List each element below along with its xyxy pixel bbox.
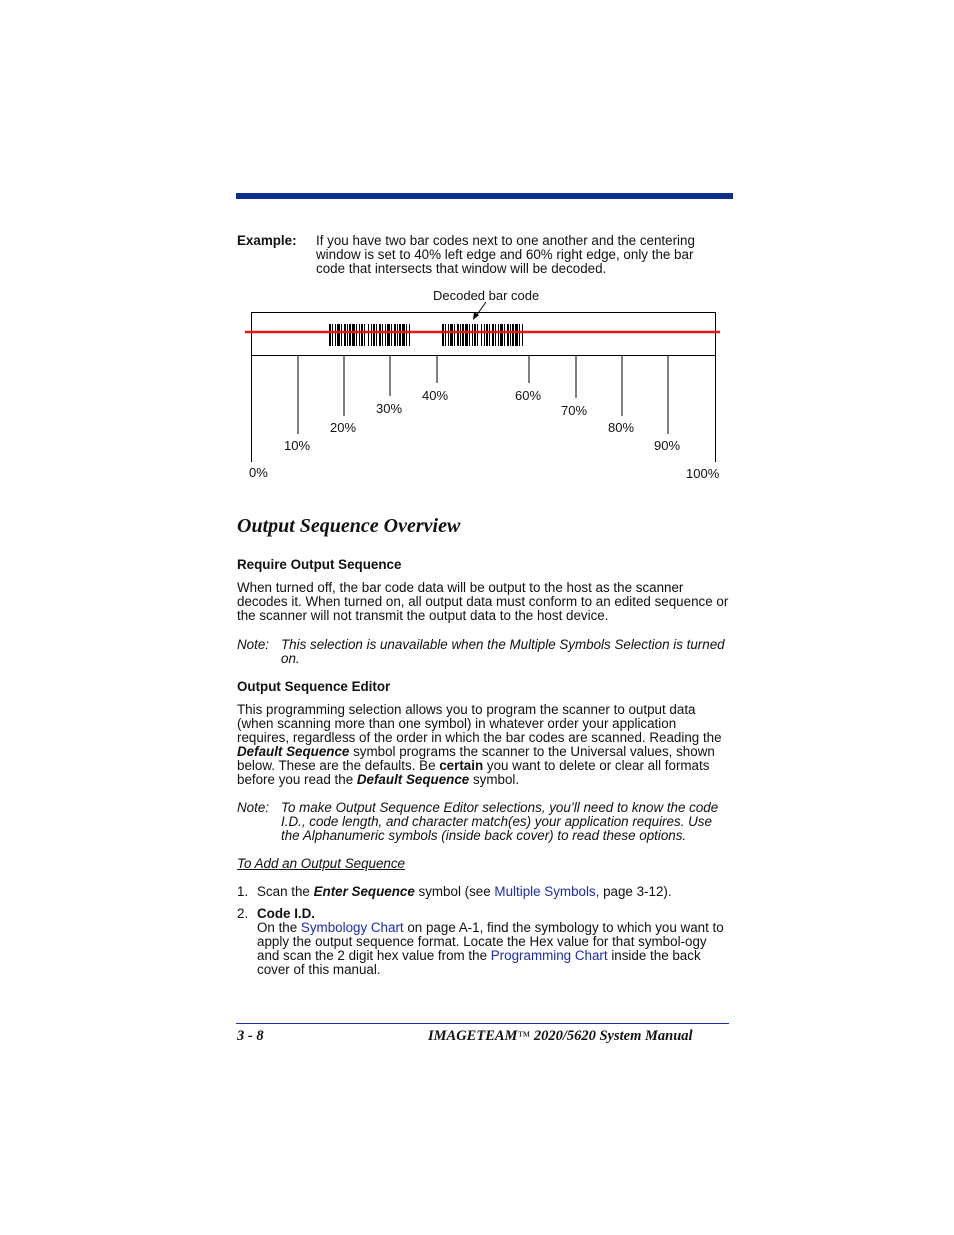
- barcode-bar: [406, 324, 407, 346]
- output-sequence-editor-heading: Output Sequence Editor: [237, 679, 391, 694]
- barcode-bar: [344, 324, 346, 346]
- barcode-bar: [442, 324, 444, 346]
- step-2-title: Code I.D.: [257, 906, 316, 921]
- barcode-bar: [469, 324, 470, 346]
- barcode-bar: [498, 324, 499, 346]
- pct-label-70: 70%: [561, 403, 588, 418]
- multiple-symbols-link[interactable]: Multiple Symbols,: [494, 884, 600, 899]
- barcode-bar: [519, 324, 520, 346]
- barcode-bar: [510, 324, 511, 346]
- step-2-part-a: On the: [257, 920, 301, 935]
- decoded-bar-code-caption: Decoded bar code: [433, 288, 540, 303]
- editor-body-part-4: symbol.: [469, 772, 520, 787]
- step-1-text: [257, 885, 729, 899]
- barcode-bar: [349, 324, 351, 346]
- barcode-bar: [474, 324, 476, 346]
- barcode-left: [329, 324, 410, 346]
- barcode-bar: [385, 324, 386, 346]
- barcode-bar: [462, 324, 464, 346]
- barcode-bar: [399, 324, 401, 346]
- decoded-arrow: [476, 302, 486, 316]
- barcode-bar: [361, 324, 363, 346]
- barcode-bar: [329, 324, 331, 346]
- step-1-part-a: Scan the: [257, 884, 314, 899]
- step-2-part-b: on page A-1, find the symbology to which you want to apply the output sequence format. Locate the Hex value for that symbol-ogy and scan the 2 digit hex value from the: [257, 920, 724, 963]
- barcode-bar: [382, 324, 383, 346]
- scan-window-box: [252, 313, 716, 356]
- barcode-bar: [500, 324, 503, 346]
- barcode-bar: [359, 324, 360, 346]
- barcode-bar: [409, 324, 410, 346]
- default-sequence-text: Default Sequence: [237, 744, 350, 759]
- barcode-bar: [472, 324, 473, 346]
- barcode-bar: [332, 324, 333, 346]
- pct-label-20: 20%: [330, 420, 357, 435]
- step-2-number: 2.: [237, 906, 249, 921]
- barcode-bar: [504, 324, 505, 346]
- pct-label-90: 90%: [654, 438, 681, 453]
- barcode-bar: [492, 324, 494, 346]
- barcode-bar: [335, 324, 336, 346]
- barcode-bar: [368, 324, 369, 346]
- note-label-2: Note:: [237, 800, 270, 815]
- trademark-symbol: ™: [517, 1028, 531, 1043]
- barcode-bar: [512, 324, 514, 346]
- output-sequence-editor-body: [237, 703, 729, 787]
- barcode-bar: [522, 324, 523, 346]
- note-text-2: To make Output Sequence Editor selections, you’ll need to know the code I.D., code length, and character match(es) your application requires. Use the Alphanumeric symbols (inside back cover) to read these options.: [281, 800, 719, 843]
- barcode-bar: [477, 324, 478, 346]
- programming-chart-link[interactable]: Programming Chart: [490, 948, 608, 963]
- pct-label-30: 30%: [376, 401, 403, 416]
- enter-sequence-text: Enter Sequence: [313, 884, 415, 899]
- barcode-bar: [486, 324, 488, 346]
- footer-rule: [236, 1023, 729, 1024]
- step-1-part-b: symbol (see: [414, 884, 495, 899]
- barcode-bar: [465, 324, 468, 346]
- pct-label-80: 80%: [608, 420, 635, 435]
- barcode-bar: [379, 324, 381, 346]
- barcode-bar: [356, 324, 357, 346]
- barcode-bar: [489, 324, 490, 346]
- barcode-bar: [450, 324, 453, 346]
- barcode-bar: [402, 324, 405, 346]
- header-bar: [236, 193, 733, 199]
- section-title: Output Sequence Overview: [237, 515, 461, 537]
- barcode-bar: [376, 324, 377, 346]
- manual-title: [428, 1028, 693, 1045]
- note-label-1: Note:: [237, 637, 270, 652]
- barcode-bar: [495, 324, 496, 346]
- barcode-bar: [484, 324, 485, 346]
- certain-text: certain: [439, 758, 484, 773]
- require-output-sequence-body: When turned off, the bar code data will be output to the host as the scanner decodes it. When turned on, all output data must conform to an edited sequence or the scanner will not transmit the output data to the host device.: [237, 580, 729, 623]
- barcode-bar: [337, 324, 340, 346]
- barcode-bar: [507, 324, 509, 346]
- symbology-chart-link[interactable]: Symbology Chart: [300, 920, 404, 935]
- barcode-bar: [364, 324, 365, 346]
- barcode-decoded: [442, 324, 523, 346]
- barcode-bar: [515, 324, 518, 346]
- pct-label-100: 100%: [686, 466, 720, 481]
- pct-label-40: 40%: [422, 388, 449, 403]
- barcode-bar: [347, 324, 348, 346]
- pct-label-0: 0%: [249, 465, 268, 480]
- editor-body-part-1: This programming selection allows you to program the scanner to output data (when scanning more than one symbol) in whatever order your application requires, regardless of the order in which the bar codes are scanned. Reading the: [237, 702, 722, 745]
- barcode-bar: [373, 324, 375, 346]
- require-output-sequence-heading: Require Output Sequence: [237, 557, 402, 572]
- barcode-bar: [445, 324, 446, 346]
- default-sequence-text-2: Default Sequence: [356, 772, 470, 787]
- step-2-text: [257, 921, 729, 977]
- note-text-1: This selection is unavailable when the Multiple Symbols Selection is turned on.: [281, 637, 725, 666]
- pct-label-60: 60%: [515, 388, 542, 403]
- barcode-bar: [394, 324, 396, 346]
- manual-title-a: IMAGETEAM: [428, 1028, 518, 1044]
- example-text: If you have two bar codes next to one another and the centering window is set to 40% left edge and 60% right edge, only the bar code that intersects that window will be decoded.: [316, 233, 695, 276]
- diagram-graphic: [236, 282, 736, 492]
- editor-body-part-3: you want to delete or clear all formats before you read the: [237, 758, 710, 787]
- centering-window-diagram: [236, 282, 736, 492]
- barcode-bar: [391, 324, 392, 346]
- barcode-bar: [352, 324, 355, 346]
- barcode-bar: [460, 324, 461, 346]
- example-label: Example:: [237, 233, 297, 248]
- barcode-bar: [397, 324, 398, 346]
- barcode-bar: [454, 324, 455, 346]
- barcode-bar: [481, 324, 482, 346]
- pct-label-10: 10%: [284, 438, 311, 453]
- step-1-number: 1.: [237, 884, 249, 899]
- barcode-bar: [341, 324, 342, 346]
- to-add-output-sequence-heading: To Add an Output Sequence: [237, 856, 406, 871]
- editor-body-part-2: symbol programs the scanner to the Universal values, shown below. These are the defaults. Be: [237, 744, 715, 773]
- barcode-bar: [387, 324, 390, 346]
- step-1-part-c: page 3-12).: [599, 884, 672, 899]
- step-2-part-c: inside the back cover of this manual.: [257, 948, 701, 977]
- manual-title-b: 2020/5620 System Manual: [530, 1028, 693, 1044]
- barcode-bar: [457, 324, 459, 346]
- barcode-bar: [371, 324, 372, 346]
- barcode-bar: [448, 324, 449, 346]
- page-number: 3 - 8: [237, 1028, 264, 1044]
